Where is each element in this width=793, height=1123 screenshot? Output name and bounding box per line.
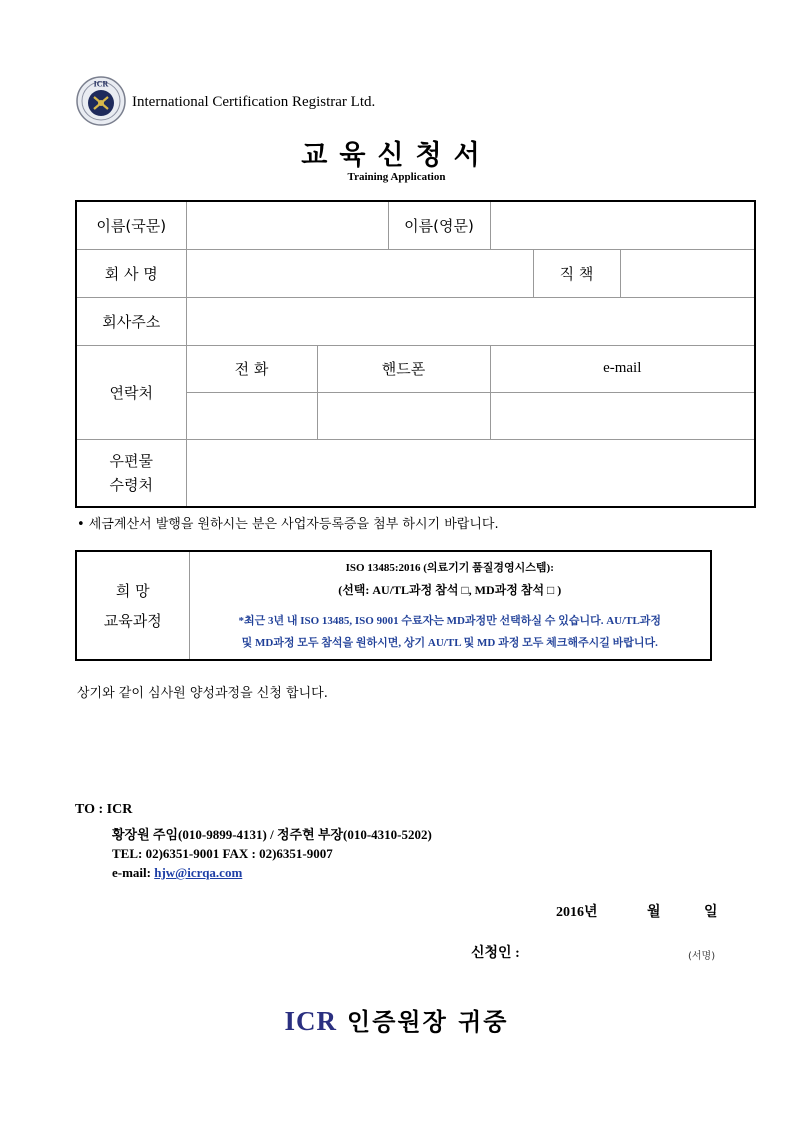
contact-email-link[interactable]: hjw@icrqa.com xyxy=(154,865,243,880)
address-field[interactable] xyxy=(186,297,755,345)
phone-label: 전 화 xyxy=(186,345,317,392)
email-field[interactable] xyxy=(490,392,755,439)
logo-text: ICR xyxy=(93,79,109,89)
application-statement: 상기와 같이 심사원 양성과정을 신청 합니다. xyxy=(77,686,328,701)
name-en-label: 이름(영문) xyxy=(388,201,490,249)
course-label-line2: 교육과정 xyxy=(103,611,162,630)
addressee-text: 인증원장 귀중 xyxy=(347,1008,509,1036)
mobile-field[interactable] xyxy=(317,392,490,439)
name-en-field[interactable] xyxy=(490,201,755,249)
company-label: 회 사 명 xyxy=(76,249,186,297)
course-notice xyxy=(190,610,711,654)
icr-logo xyxy=(76,76,126,126)
contact-email-label: e-mail: xyxy=(112,865,155,880)
course-selection-checkboxes[interactable]: (선택: AU/TL과정 참석 □, MD과정 참석 □ ) xyxy=(338,583,562,597)
date-year: 2016년 xyxy=(556,905,598,920)
application-form-table xyxy=(75,200,756,508)
contact-block xyxy=(112,825,432,882)
organization-name: International Certification Registrar Ltd. xyxy=(132,94,376,110)
course-options-cell xyxy=(189,551,711,660)
name-kr-label: 이름(국문) xyxy=(76,201,186,249)
course-table xyxy=(75,550,712,661)
name-kr-field[interactable] xyxy=(186,201,388,249)
recipient-line: TO : ICR xyxy=(75,802,133,817)
page-title: 교육신청서 xyxy=(301,140,492,171)
mail-address-field[interactable] xyxy=(186,439,755,507)
course-label-line1: 희 망 xyxy=(115,581,150,600)
mobile-label: 핸드폰 xyxy=(317,345,490,392)
contact-tel-fax: TEL: 02)6351-9001 FAX : 02)6351-9007 xyxy=(112,846,333,861)
position-field[interactable] xyxy=(620,249,755,297)
applicant-label: 신청인 : xyxy=(471,946,520,961)
course-notice-line1: *최근 3년 내 ISO 13485, ISO 9001 수료자는 MD과정만 선택하실 수 있습니다. AU/TL과정 xyxy=(238,615,662,627)
addressee xyxy=(0,1002,793,1037)
email-label: e-mail xyxy=(490,345,755,392)
mail-address-label xyxy=(76,439,186,507)
course-standard: ISO 13485:2016 (의료기기 품질경영시스템): xyxy=(345,562,554,574)
addressee-brand: ICR xyxy=(284,1006,338,1036)
company-field[interactable] xyxy=(186,249,533,297)
contact-label: 연락처 xyxy=(76,345,186,439)
contact-persons: 황장원 주임(010-9899-4131) / 정주현 부장(010-4310-5202) xyxy=(112,827,432,842)
phone-field[interactable] xyxy=(186,392,317,439)
page-subtitle: Training Application xyxy=(347,171,446,183)
course-notice-line2: 및 MD과정 모두 참석을 원하시면, 상기 AU/TL 및 MD 과정 모두 체크해주시길 바랍니다. xyxy=(241,637,658,649)
signature-note: (서명) xyxy=(688,951,716,962)
date-day: 일 xyxy=(704,905,718,920)
mail-address-label-line1: 우편물 xyxy=(109,451,153,470)
address-label: 회사주소 xyxy=(76,297,186,345)
contact-email-row xyxy=(112,863,432,882)
position-label: 직 책 xyxy=(533,249,620,297)
course-label xyxy=(76,551,189,660)
tax-invoice-note: • 세금계산서 발행을 원하시는 분은 사업자등록증을 첨부 하시기 바랍니다. xyxy=(77,517,499,532)
mail-address-label-line2: 수령처 xyxy=(109,475,153,494)
date-month: 월 xyxy=(647,905,661,920)
